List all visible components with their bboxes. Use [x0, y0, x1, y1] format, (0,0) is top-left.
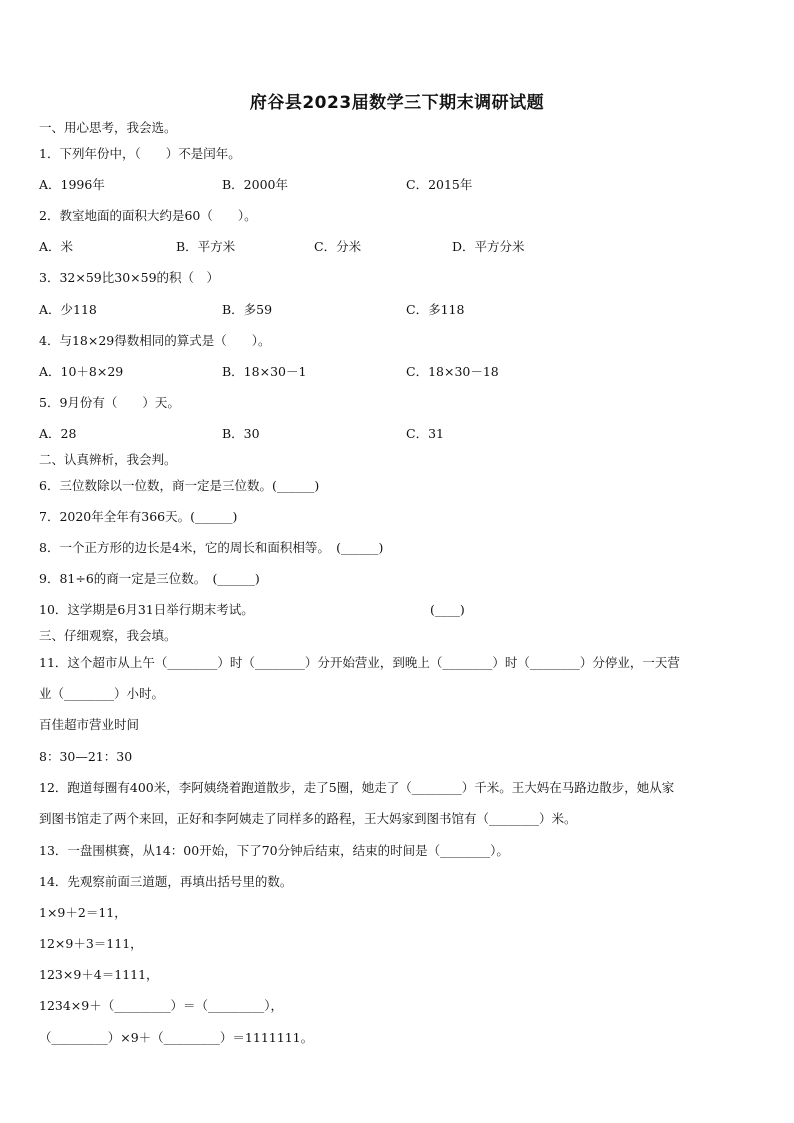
question-4-option-b: B．18×30－1 [222, 364, 307, 379]
question-2-option-b: B．平方米 [176, 239, 236, 254]
question-12-line-1: 12．跑道每圈有400米，李阿姨绕着跑道散步，走了5圈，她走了（________）千米。王大妈在马路边散步，她从家 [39, 780, 675, 795]
question-5-option-c: C．31 [406, 426, 444, 441]
question-2-option-c: C．分米 [314, 239, 362, 254]
question-8: 8．一个正方形的边长是4米，它的周长和面积相等。 (______) [39, 540, 384, 555]
section-2-heading: 二、认真辨析，我会判。 [39, 452, 177, 467]
question-3-option-b: B．多59 [222, 302, 273, 317]
question-14-equation-1: 1×9＋2＝11， [39, 905, 127, 920]
question-12-line-2: 到图书馆走了两个来回，正好和李阿姨走了同样多的路程，王大妈家到图书馆有（________）米。 [39, 811, 577, 826]
question-11-hours: 8：30—21：30 [39, 749, 133, 764]
question-4-option-a: A．10＋8×29 [39, 364, 124, 379]
question-5-option-b: B．30 [222, 426, 260, 441]
question-5-stem: 5．9月份有（ ）天。 [39, 395, 180, 410]
question-14-stem: 14．先观察前面三道题，再填出括号里的数。 [39, 874, 293, 889]
question-11-line-1: 11．这个超市从上午（________）时（________）分开始营业，到晚上（________）时（________）分停业，一天营 [39, 655, 680, 670]
question-14-equation-2: 12×9＋3＝111， [39, 936, 143, 951]
question-3-option-a: A．少118 [39, 302, 97, 317]
question-1-option-b: B．2000年 [222, 177, 288, 192]
question-11-line-2: 业（________）小时。 [39, 686, 165, 701]
question-1-option-c: C．2015年 [406, 177, 473, 192]
question-3-stem: 3．32×59比30×59的积（ ） [39, 270, 220, 285]
question-14-equation-4: 1234×9＋（_________）＝（_________）， [39, 998, 283, 1013]
page-title: 府谷县2023届数学三下期末调研试题 [249, 93, 545, 113]
question-4-stem: 4．与18×29得数相同的算式是（ ）。 [39, 333, 271, 348]
question-13: 13．一盘围棋赛，从14：00开始，下了70分钟后结束，结束的时间是（________）。 [39, 843, 509, 858]
question-2-option-a: A．米 [39, 239, 74, 254]
question-9: 9．81÷6的商一定是三位数。 (______) [39, 571, 260, 586]
question-14-equation-3: 123×9＋4＝1111， [39, 967, 159, 982]
question-6: 6．三位数除以一位数，商一定是三位数。(______) [39, 478, 320, 493]
question-14-equation-5: （_________）×9＋（_________）＝1111111。 [39, 1030, 314, 1045]
question-1-stem: 1．下列年份中，（ ）不是闰年。 [39, 146, 241, 161]
section-3-heading: 三、仔细观察，我会填。 [39, 628, 177, 643]
question-2-option-d: D．平方分米 [452, 239, 525, 254]
question-2-stem: 2．教室地面的面积大约是60（ ）。 [39, 208, 257, 223]
question-5-option-a: A．28 [39, 426, 77, 441]
question-4-option-c: C．18×30－18 [406, 364, 499, 379]
question-10: 10．这学期是6月31日举行期末考试。 [39, 602, 254, 617]
question-3-option-c: C．多118 [406, 302, 465, 317]
question-10-answer-blank: (____) [430, 602, 465, 617]
section-1-heading: 一、用心思考，我会选。 [39, 120, 177, 135]
question-7: 7．2020年全年有366天。(______) [39, 509, 238, 524]
question-11-caption: 百佳超市营业时间 [39, 717, 140, 732]
question-1-option-a: A．1996年 [39, 177, 105, 192]
